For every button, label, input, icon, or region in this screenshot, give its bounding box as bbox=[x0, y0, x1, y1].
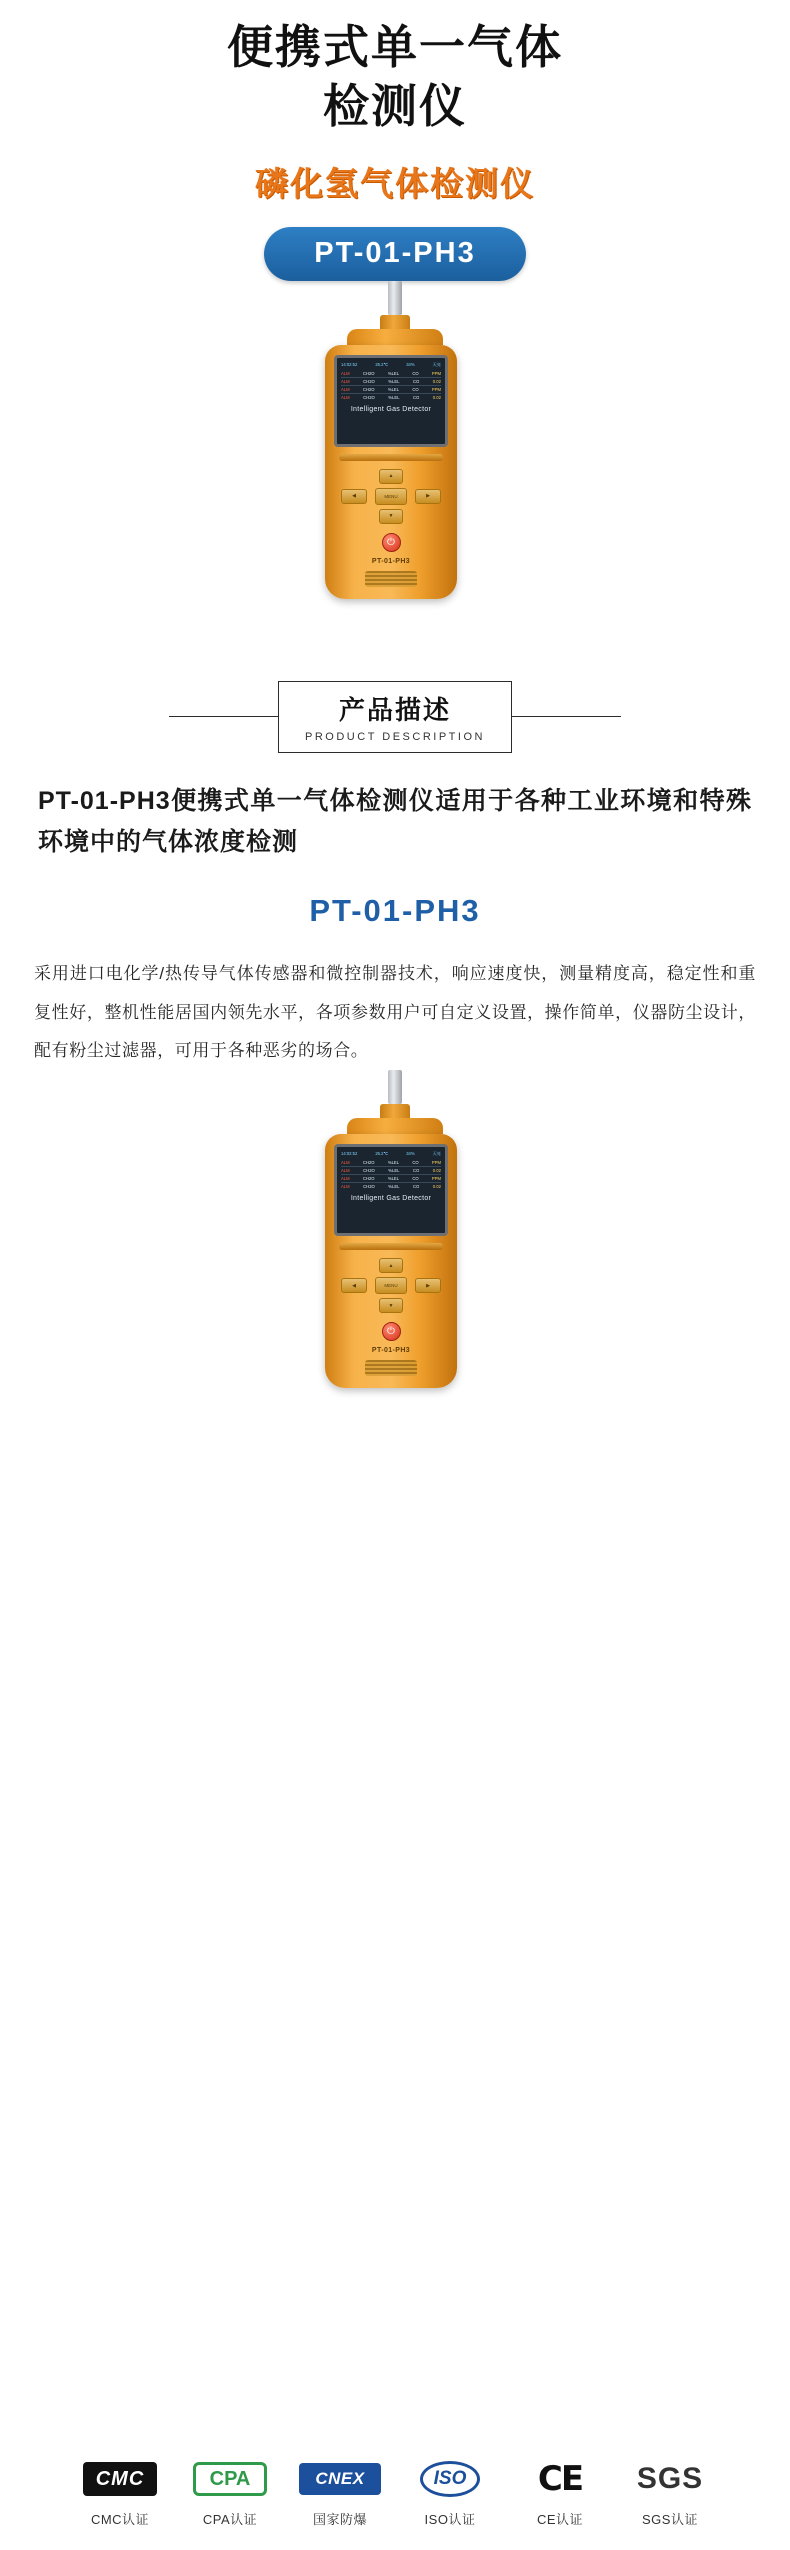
cert-label: CE认证 bbox=[536, 2512, 584, 2527]
gas-name: CH2O bbox=[362, 1160, 375, 1165]
product-image-top bbox=[0, 281, 790, 671]
gas-unit: %LEL bbox=[388, 1184, 400, 1189]
gas-name: CH2O bbox=[362, 1176, 375, 1181]
device-screen bbox=[334, 1144, 448, 1236]
gas-detector-device bbox=[325, 281, 465, 599]
cert-item-sgs bbox=[627, 2457, 713, 2528]
sgs-icon bbox=[627, 2457, 713, 2501]
gas-value: 0.02 bbox=[432, 378, 441, 384]
cert-label: SGS认证 bbox=[642, 2512, 698, 2527]
device-body bbox=[325, 345, 457, 599]
screen-status-bar bbox=[341, 1151, 441, 1157]
screen-time: 14:02:52 bbox=[341, 361, 358, 367]
heading-rule-left bbox=[169, 716, 279, 717]
cmc-badge-text: CMC bbox=[83, 2462, 157, 2496]
cert-label: CPA认证 bbox=[202, 2512, 258, 2527]
gas-field: CO bbox=[413, 394, 420, 400]
screen-reading-row bbox=[341, 1174, 441, 1181]
alarm-flag: ALM bbox=[341, 1184, 350, 1189]
device-keypad bbox=[335, 469, 447, 525]
sgs-badge-text: SGS bbox=[636, 2462, 704, 2495]
cert-item-iso bbox=[407, 2457, 493, 2528]
gas-unit: %LEL bbox=[388, 1168, 400, 1173]
gas-name: CH2O bbox=[363, 1184, 375, 1189]
gas-name: CH2O bbox=[362, 386, 375, 392]
cert-label: 国家防爆 bbox=[312, 2512, 367, 2527]
certification-row bbox=[20, 2457, 770, 2528]
cert-item-cpa bbox=[187, 2457, 273, 2528]
ce-badge-text: CE bbox=[537, 2459, 583, 2499]
description-paragraph: 采用进口电化学/热传导气体传感器和微控制器技术，响应速度快，测量精度高，稳定性和重复性好，整机性能居国内领先水平，各项参数用户可自定义设置，操作简单，仪器防尘设计，配有粉尘过滤器，可用于各种恶劣的场合。 bbox=[34, 964, 756, 1060]
device-shoulder bbox=[347, 1118, 443, 1134]
device-body bbox=[325, 1134, 457, 1388]
screen-status-bar bbox=[341, 362, 441, 368]
alarm-flag: ALM bbox=[341, 378, 350, 384]
iso-badge-text: ISO bbox=[420, 2461, 480, 2497]
down-key: ▼ bbox=[379, 509, 403, 524]
certification-band bbox=[0, 2439, 790, 2550]
page-title-line2: 检测仪 bbox=[323, 79, 467, 132]
alarm-flag: ALM bbox=[341, 386, 350, 392]
hero-header bbox=[0, 0, 790, 281]
left-key: ◀ bbox=[341, 489, 367, 504]
product-image-bottom bbox=[0, 1070, 790, 1430]
screen-weather: 天亮 bbox=[432, 1151, 441, 1156]
gas-value: PPM bbox=[431, 370, 441, 376]
gas-field: CO bbox=[413, 378, 420, 384]
sensor-strip bbox=[339, 1243, 443, 1250]
model-heading: PT-01-PH3 bbox=[309, 893, 481, 929]
gas-name: CH2O bbox=[362, 370, 375, 376]
screen-time: 14:02:52 bbox=[341, 1151, 358, 1156]
gas-unit: %LEL bbox=[387, 1160, 400, 1165]
lead-paragraph: PT-01-PH3便携式单一气体检测仪适用于各种工业环境和特殊环境中的气体浓度检测 bbox=[38, 786, 752, 856]
alarm-flag: ALM bbox=[341, 370, 350, 376]
device-keypad bbox=[335, 1258, 447, 1314]
screen-reading-row bbox=[341, 371, 441, 376]
right-key: ▶ bbox=[415, 1278, 441, 1293]
cert-item-ce bbox=[517, 2457, 603, 2528]
screen-reading-row bbox=[341, 1182, 441, 1189]
cert-label: ISO认证 bbox=[424, 2512, 476, 2527]
gas-field: CO bbox=[412, 386, 419, 392]
screen-reading-row bbox=[341, 377, 441, 384]
screen-brand-text: Intelligent Gas Detector bbox=[350, 1195, 432, 1202]
gas-detector-device-2 bbox=[325, 1070, 465, 1388]
gas-unit: %LEL bbox=[388, 378, 400, 384]
cnex-badge-text: CNEX bbox=[299, 2463, 381, 2495]
left-key: ◀ bbox=[341, 1278, 367, 1293]
gas-value: 0.02 bbox=[432, 1184, 441, 1189]
section-title-en: PRODUCT DESCRIPTION bbox=[305, 730, 485, 743]
gas-field: CO bbox=[412, 370, 419, 376]
heading-box bbox=[278, 681, 512, 753]
screen-reading-row bbox=[341, 1166, 441, 1173]
gas-field: CO bbox=[412, 1176, 419, 1181]
page-title-line1: 便携式单一气体 bbox=[227, 21, 563, 73]
power-button-icon: ⏻ bbox=[382, 1322, 401, 1341]
page-title bbox=[0, 18, 790, 136]
gas-name: CH2O bbox=[363, 394, 375, 400]
gas-name: CH2O bbox=[363, 378, 375, 384]
up-key: ▲ bbox=[379, 1258, 403, 1273]
probe-icon bbox=[388, 1070, 402, 1104]
menu-key: MENU bbox=[375, 1277, 407, 1294]
cpa-icon bbox=[187, 2457, 273, 2501]
screen-weather: 天亮 bbox=[432, 361, 441, 367]
screen-reading-row bbox=[341, 393, 441, 400]
sensor-strip bbox=[339, 454, 443, 461]
cnex-icon bbox=[297, 2457, 383, 2501]
gas-name: CH2O bbox=[363, 1168, 375, 1173]
probe-icon bbox=[388, 281, 402, 315]
screen-temp: 25.2℃ bbox=[375, 361, 389, 367]
ce-icon bbox=[517, 2457, 603, 2501]
iso-icon bbox=[407, 2457, 493, 2501]
screen-humidity: 34% bbox=[406, 361, 415, 367]
gas-value: 0.02 bbox=[432, 394, 441, 400]
model-badge: PT-01-PH3 bbox=[264, 227, 526, 281]
device-screen bbox=[334, 355, 448, 447]
gas-value: PPM bbox=[431, 1176, 441, 1181]
alarm-flag: ALM bbox=[341, 1168, 350, 1173]
cert-label: CMC认证 bbox=[90, 2512, 150, 2527]
gas-value: PPM bbox=[431, 1160, 441, 1165]
device-neck bbox=[380, 315, 410, 329]
gas-field: CO bbox=[413, 1184, 420, 1189]
gas-field: CO bbox=[412, 1160, 419, 1165]
up-key: ▲ bbox=[379, 469, 403, 484]
gas-field: CO bbox=[413, 1168, 420, 1173]
screen-temp: 25.2℃ bbox=[375, 1151, 389, 1156]
gas-unit: %LEL bbox=[387, 386, 400, 392]
cmc-icon bbox=[77, 2457, 163, 2501]
gas-value: 0.02 bbox=[432, 1168, 441, 1173]
gas-unit: %LEL bbox=[388, 394, 400, 400]
page-subtitle: 磷化氢气体检测仪 bbox=[255, 164, 535, 202]
device-shoulder bbox=[347, 329, 443, 345]
device-model-label: PT-01-PH3 bbox=[371, 1347, 411, 1354]
heading-rule-right bbox=[511, 716, 621, 717]
vent-grille bbox=[365, 571, 417, 587]
cert-item-cmc bbox=[77, 2457, 163, 2528]
device-model-label: PT-01-PH3 bbox=[371, 557, 411, 565]
alarm-flag: ALM bbox=[341, 394, 350, 400]
gas-unit: %LEL bbox=[387, 1176, 400, 1181]
section-heading bbox=[0, 681, 790, 753]
menu-key: MENU bbox=[375, 488, 407, 505]
cert-item-cnex bbox=[297, 2457, 383, 2528]
section-title-cn: 产品描述 bbox=[338, 694, 451, 725]
vent-grille bbox=[365, 1360, 417, 1376]
gas-value: PPM bbox=[431, 386, 441, 392]
alarm-flag: ALM bbox=[341, 1160, 350, 1165]
screen-brand-text: Intelligent Gas Detector bbox=[350, 405, 432, 413]
gas-unit: %LEL bbox=[387, 370, 400, 376]
alarm-flag: ALM bbox=[341, 1176, 350, 1181]
screen-reading-row bbox=[341, 1160, 441, 1165]
down-key: ▼ bbox=[379, 1298, 403, 1313]
power-button-icon: ⏻ bbox=[382, 533, 401, 552]
screen-reading-row bbox=[341, 385, 441, 392]
right-key: ▶ bbox=[415, 489, 441, 504]
screen-humidity: 34% bbox=[406, 1151, 415, 1156]
device-neck bbox=[380, 1104, 410, 1118]
cpa-badge-text: CPA bbox=[193, 2462, 267, 2496]
